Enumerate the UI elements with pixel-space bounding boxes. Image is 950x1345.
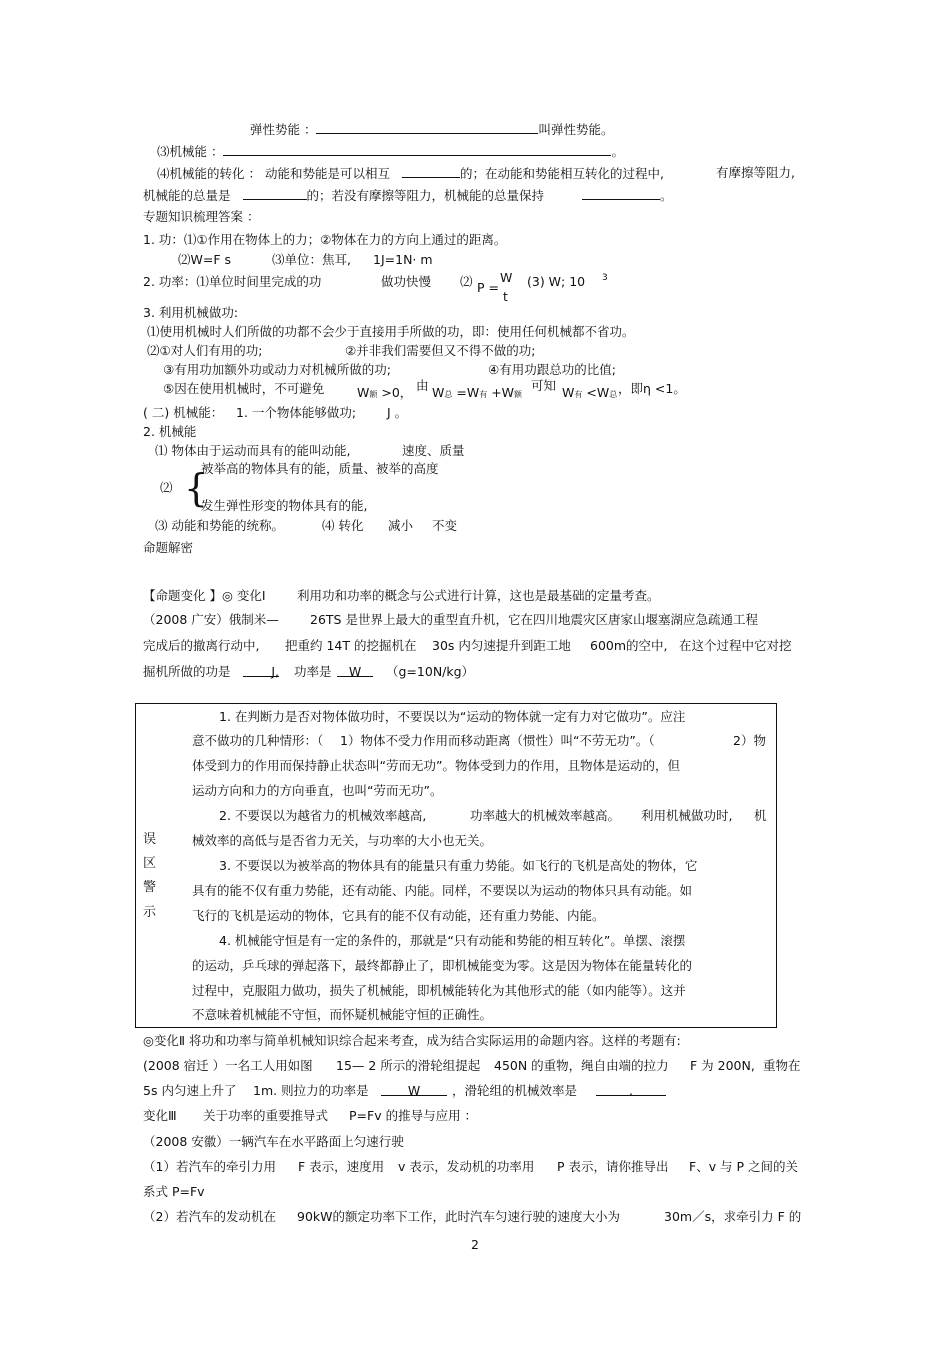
v2-problem-f: 5s 内匀速上升了: [143, 1083, 237, 1098]
machine-heading: 3. 利用机械做功:: [143, 305, 239, 320]
machine-answer-5-know: 可知: [531, 378, 557, 393]
warning-side-char: 警: [143, 880, 157, 895]
machine-answer-5-compare: W有 <W总: [562, 385, 618, 400]
machine-answer-5-end: ，即η <1。: [618, 381, 686, 396]
v3-q2-c: 30m／s，求牵引力 F 的: [664, 1209, 802, 1224]
power-exponent: 3: [602, 273, 608, 283]
elastic-potential: 发生弹性形变的物体具有的能,: [201, 498, 368, 513]
machine-answer-5-total-formula: W总 =W有 +W额: [432, 385, 523, 400]
energy-heading-a: ( 二) 机械能：: [143, 405, 224, 420]
v1-problem-d: 把重约 14T 的挖掘机在: [285, 638, 417, 653]
v3-q1-d: P 表示，请你推导出: [557, 1159, 669, 1174]
v3-q2-a: （2）若汽车的发动机在: [143, 1209, 276, 1224]
warning-p2-l1a: 2. 不要误以为越省力的机械效率越高,: [219, 808, 427, 823]
page-number: 2: [471, 1237, 479, 1252]
warning-p4-l3: 过程中，克服阻力做功，损失了机械能，即机械能转化为其他形式的能（如内能等）。这并: [192, 983, 686, 998]
mech-energy-def: ⑶ 动能和势能的统称。: [155, 518, 284, 533]
v1-problem-i: 功率是: [294, 664, 332, 679]
warning-p3-l2: 具有的能不仅有重力势能，还有动能、内能。同样，不要误以为运动的物体只具有动能。如: [192, 883, 693, 898]
v2-problem-c: 450N 的重物，绳自由端的拉力: [494, 1058, 669, 1073]
answer-blank[interactable]: W: [337, 664, 373, 677]
power-formula-denominator: t: [503, 289, 508, 304]
v1-problem-j: （g=10N/kg）: [386, 664, 475, 679]
machine-answer-5-formula: W额 >0，: [357, 385, 413, 400]
conversion-line-2: 机械能的总量是 的；若没有摩擦等阻力，机械能的总量保持: [143, 188, 545, 203]
machine-answer-2a: ⑵①对人们有用的功;: [147, 343, 263, 358]
variation-3-desc: 关于功率的重要推导式: [203, 1108, 329, 1123]
warning-side-char: 区: [143, 856, 157, 871]
v1-problem-h: 掘机所做的功是: [143, 664, 231, 679]
answer-blank[interactable]: .: [596, 1083, 666, 1096]
machine-answer-1: ⑴使用机械时人们所做的功都不会少于直接用手所做的功，即：使用任何机械都不省功。: [147, 324, 635, 339]
v1-problem-c: 完成后的撤离行动中,: [143, 638, 260, 653]
work-answer-1: 1. 功：⑴①作用在物体上的力；②物体在力的方向上通过的距离。: [143, 232, 507, 247]
variation-3-label: 变化Ⅲ: [143, 1108, 177, 1123]
v3-problem: （2008 安徽）一辆汽车在水平路面上匀速行驶: [143, 1134, 404, 1149]
conversion-answer: ⑷ 转化: [322, 518, 364, 533]
warning-p4-l2: 的运动，乒乓球的弹起落下，最终都静止了，即机械能变为零。这是因为物体在能量转化的: [192, 958, 693, 973]
conversion-line-1: ⑷机械能的转化 ： 动能和势能是可以相互 的；在动能和势能相互转化的过程中,: [157, 166, 664, 181]
answer-blank[interactable]: [243, 187, 307, 200]
v3-q1-e: F、v 与 P 之间的关: [689, 1159, 799, 1174]
gravity-potential: 被举高的物体具有的能，质量、被举的高度: [201, 461, 439, 476]
power-formula-numerator: W: [500, 270, 513, 285]
warning-p1-l2b: 1）物体不受力作用而移动距离（惯性）叫“不劳无功”。（: [340, 733, 655, 748]
v2-problem-g: 1m. 则拉力的功率是: [253, 1083, 369, 1098]
warning-side-char: 示: [143, 905, 157, 920]
power-unit: (3) W; 10: [527, 274, 586, 289]
warning-p1-l2c: 2）物: [733, 733, 766, 748]
warning-p4-l4: 不意味着机械能不守恒，而怀疑机械能守恒的正确性。: [192, 1007, 493, 1022]
work-formula: ⑵W=F s: [178, 252, 232, 267]
v3-q1-b: F 表示，速度用: [298, 1159, 385, 1174]
answer-blank[interactable]: [582, 187, 660, 200]
v1-problem-g: 在这个过程中它对挖: [679, 638, 792, 653]
power-answer-1: 2. 功率：⑴单位时间里完成的功: [143, 274, 322, 289]
power-answer-field: [337, 664, 373, 680]
kinetic-energy: ⑴ 物体由于运动而具有的能叫动能,: [155, 443, 351, 458]
warning-p1-l2a: 意不做功的几种情形：（: [192, 733, 324, 748]
v2-problem-d: F 为 200N,: [690, 1058, 755, 1073]
work-unit: ⑶单位：焦耳,: [272, 252, 351, 267]
answer-blank[interactable]: J,: [243, 664, 279, 677]
v3-q1-f: 系式 P=Fv: [143, 1184, 205, 1199]
v2-problem-a: (2008 宿迁 ）一名工人用如图: [143, 1058, 313, 1073]
v2-efficiency-field: [596, 1083, 666, 1099]
variation-1-label: 【命题变化 】◎ 变化Ⅰ: [143, 588, 266, 603]
warning-p4-l1: 4. 机械能守恒是有一定的条件的，那就是“只有动能和势能的相互转化”。单摆、滚摆: [219, 933, 686, 948]
v1-problem-f: 600m的空中,: [590, 638, 668, 653]
brace-icon: {: [184, 466, 209, 510]
power-formula-label: ⑵: [460, 274, 473, 289]
answers-heading: 专题知识梳理答案 ：: [143, 209, 260, 224]
v3-q1-c: v 表示，发动机的功率用: [398, 1159, 535, 1174]
kinetic-factors: 速度、质量: [402, 443, 465, 458]
variation-1-desc: 利用功和功率的概念与公式进行计算，这也是最基础的定量考查。: [297, 588, 660, 603]
v2-problem-b: 15— 2 所示的滑轮组提起: [336, 1058, 481, 1073]
mech-energy-heading: 2. 机械能: [143, 424, 197, 439]
work-answer-field: [243, 664, 279, 680]
v2-problem-e: 重物在: [763, 1058, 801, 1073]
potential-label: ⑵: [160, 480, 173, 495]
elastic-energy-line: 弹性势能 ： 叫弹性势能。: [250, 122, 614, 137]
warning-p1-l1: 1. 在判断力是否对物体做功时，不要误以为“运动的物体就一定有力对它做功”。应注: [219, 709, 686, 724]
warning-p1-l3: 体受到力的作用而保持静止状态叫“劳而无功”。物体受到力的作用，且物体是运动的，但: [192, 758, 680, 773]
answer-blank[interactable]: [402, 165, 460, 178]
energy-heading-c: J 。: [387, 405, 408, 420]
v2-power-field: [381, 1083, 447, 1099]
warning-p2-l1c: 利用机械做功时,: [641, 808, 733, 823]
work-unit-def: 1J=1N· m: [373, 252, 433, 267]
machine-answer-5-by: 由: [416, 378, 429, 393]
machine-answer-5a: ⑤因在使用机械时，不可避免: [163, 381, 325, 396]
warning-p2-l2: 械效率的高低与是否省力无关，与功率的大小也无关。: [192, 833, 493, 848]
warning-p1-l4: 运动方向和力的方向垂直，也叫“劳而无功”。: [192, 783, 443, 798]
machine-answer-2b: ②并非我们需要但又不得不做的功;: [345, 343, 536, 358]
warning-p3-l3: 飞行的飞机是运动的物体，它具有的能不仅有动能，还有重力势能、内能。: [192, 908, 605, 923]
power-meaning: 做功快慢: [381, 274, 432, 289]
decode-heading: 命题解密: [143, 540, 194, 555]
energy-heading-b: 1. 一个物体能够做功;: [236, 405, 357, 420]
warning-p3-l1: 3. 不要误以为被举高的物体具有的能量只有重力势能。如飞行的飞机是高处的物体，它: [219, 858, 698, 873]
constant-answer: 不变: [432, 518, 458, 533]
answer-blank[interactable]: W: [381, 1083, 447, 1096]
v1-problem-a: （2008 广安）俄制米—: [143, 612, 279, 627]
machine-answer-3a: ③有用功加额外功或动力对机械所做的功;: [163, 362, 391, 377]
machine-answer-3b: ④有用功跟总功的比值;: [488, 362, 616, 377]
warning-p2-l1b: 功率越大的机械效率越高。: [470, 808, 621, 823]
warning-side-char: 误: [143, 832, 157, 847]
answer-blank[interactable]: [223, 143, 611, 156]
conversion-line-1-end: 有摩擦等阻力,: [716, 165, 795, 180]
power-formula-p: P =: [477, 280, 499, 295]
v1-problem-e: 30s 内匀速提升到距工地: [432, 638, 571, 653]
v3-q1-a: （1）若汽车的牵引力用: [143, 1159, 276, 1174]
variation-2-heading: ◎变化Ⅱ 将功和功率与简单机械知识综合起来考查，成为结合实际运用的命题内容。这样的考题有:: [143, 1033, 681, 1048]
mech-energy-line: ⑶机械能 ： 。: [157, 144, 624, 159]
v3-q2-b: 90kW的额定功率下工作，此时汽车匀速行驶的速度大小为: [297, 1209, 621, 1224]
answer-blank[interactable]: [316, 121, 538, 134]
conversion-line-2-end: 。: [582, 187, 673, 204]
v2-problem-h: ，滑轮组的机械效率是: [452, 1083, 578, 1098]
v1-problem-b: 26TS 是世界上最大的重型直升机，它在四川地震灾区唐家山堰塞湖应急疏通工程: [310, 612, 758, 627]
warning-p2-l1d: 机: [754, 808, 767, 823]
decrease-answer: 减小: [388, 518, 414, 533]
variation-3-formula: P=Fv 的推导与应用 ：: [349, 1108, 478, 1123]
